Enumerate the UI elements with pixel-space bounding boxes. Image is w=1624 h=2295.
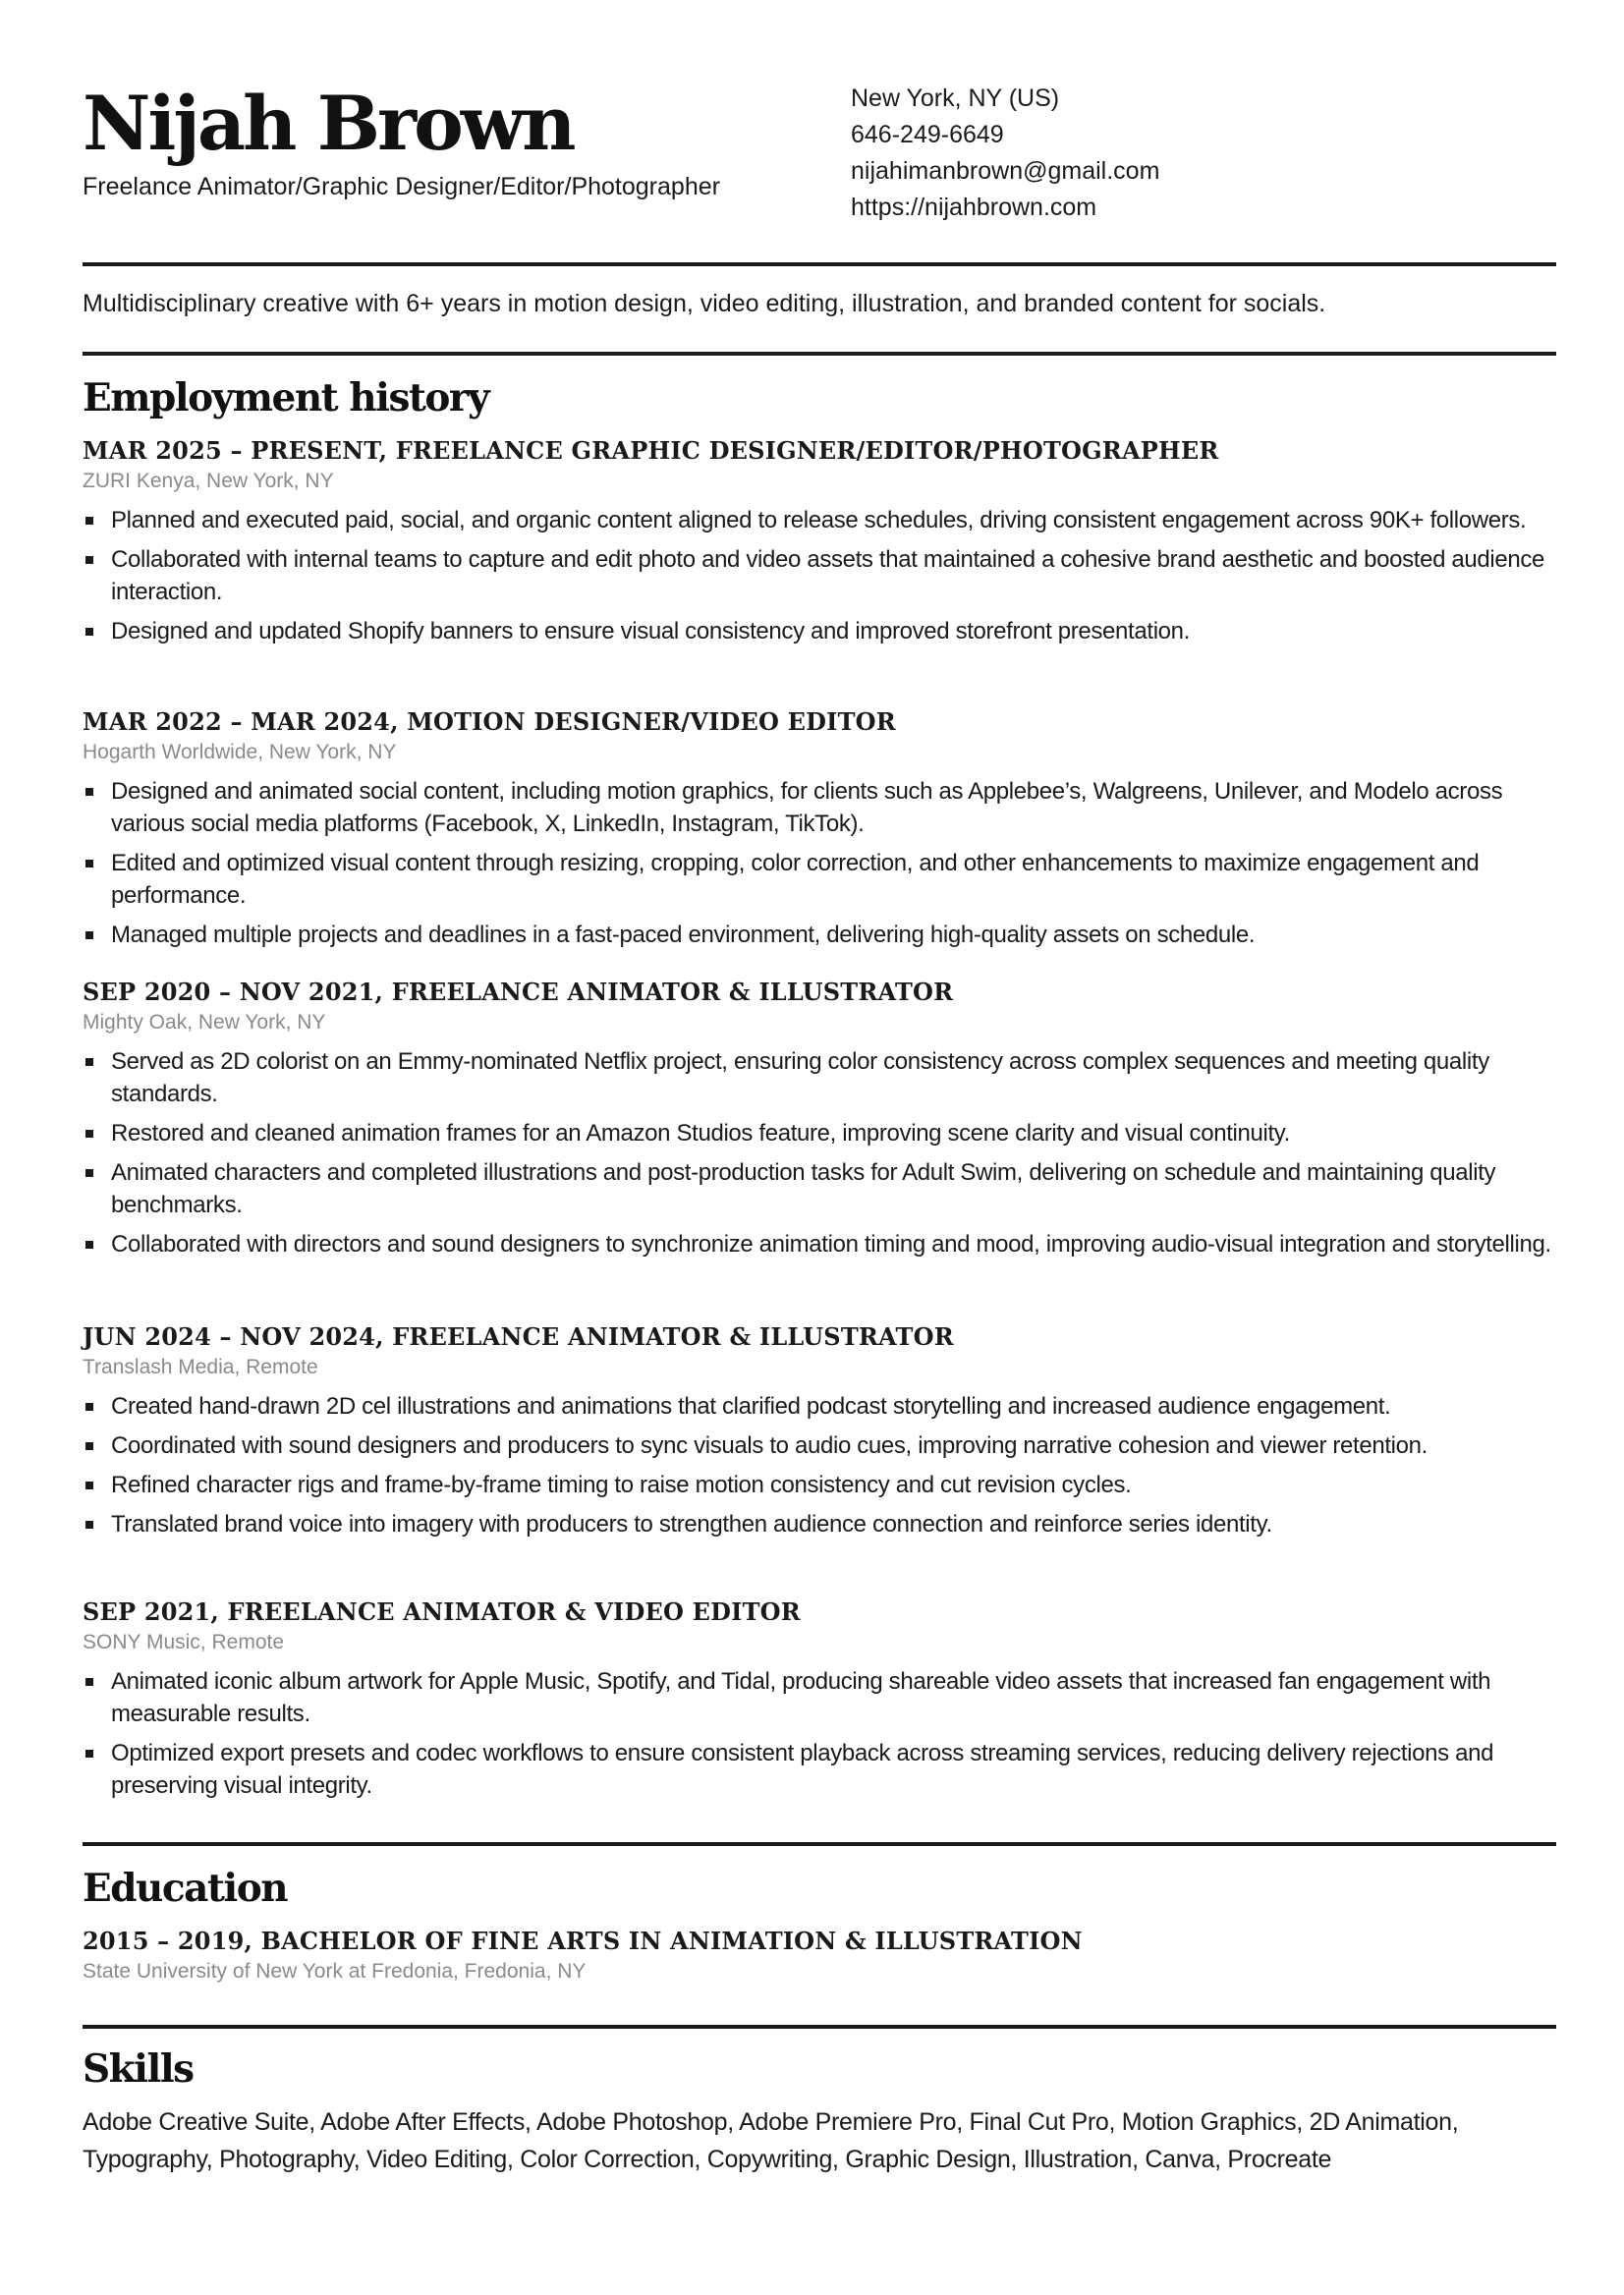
contact-phone: 646-249-6649 — [851, 121, 1004, 148]
job-bullet-text: Collaborated with directors and sound designers to synchronize animation timing and mood, improving audio-visual integration and storytelling. — [111, 1231, 1551, 1258]
job-bullets — [83, 775, 1556, 951]
divider — [83, 2025, 1556, 2029]
job-title: JUN 2024 – NOV 2024, FREELANCE ANIMATOR & ILLUSTRATOR — [83, 1322, 954, 1351]
job-bullet — [83, 504, 1555, 536]
job-bullet — [83, 1045, 1555, 1110]
education-entry — [83, 1926, 1556, 1994]
contact-website: https://nijahbrown.com — [851, 194, 1097, 221]
job-title: SEP 2020 – NOV 2021, FREELANCE ANIMATOR & ILLUSTRATOR — [83, 978, 954, 1006]
job-title: MAR 2022 – MAR 2024, MOTION DESIGNER/VIDEO EDITOR — [83, 707, 896, 736]
job-bullet-text: Animated characters and completed illustrations and post-production tasks for Adult Swim, delivering on schedule and maintaining quality benchmarks. — [111, 1159, 1496, 1218]
summary-text: Multidisciplinary creative with 6+ years in motion design, video editing, illustration, and branded content for socials. — [83, 290, 1326, 317]
job-bullet-text: Optimized export presets and codec workflows to ensure consistent playback across streaming services, reducing delivery rejections and preserving visual integrity. — [111, 1740, 1494, 1799]
job-bullets — [83, 1665, 1556, 1802]
bullet-square-icon — [85, 1678, 93, 1686]
job-bullet-text: Collaborated with internal teams to capture and edit photo and video assets that maintained a cohesive brand aesthetic and boosted audience interaction. — [111, 546, 1545, 605]
job-bullet — [83, 919, 1555, 951]
job-bullet-text: Designed and animated social content, including motion graphics, for clients such as Applebee’s, Walgreens, Unilever, and Modelo across various social media platforms (Facebook, X, LinkedIn, Instagram, TikTok). — [111, 778, 1503, 837]
job-bullet — [83, 775, 1555, 840]
job-bullet — [83, 1665, 1555, 1730]
job-entry — [83, 1596, 1556, 1809]
school-name: State University of New York at Fredonia, Fredonia, NY — [83, 1960, 587, 1983]
job-bullet — [83, 1508, 1555, 1540]
job-title: SEP 2021, FREELANCE ANIMATOR & VIDEO EDITOR — [83, 1597, 801, 1626]
bullet-square-icon — [85, 931, 93, 939]
job-bullet-text: Refined character rigs and frame-by-frame timing to raise motion consistency and cut revision cycles. — [111, 1472, 1132, 1498]
skills-list: Adobe Creative Suite, Adobe After Effects, Adobe Photoshop, Adobe Premiere Pro, Final Cut Pro, Motion Graphics, 2D Animation, Typography, Photography, Video Editing, Color Correction, Copywriting, Graphic Design, Illustration, Canva, Procreate — [83, 2108, 1459, 2173]
job-bullet-text: Restored and cleaned animation frames for an Amazon Studios feature, improving scene clarity and visual continuity. — [111, 1120, 1290, 1147]
skills-heading: Skills — [83, 2046, 194, 2092]
job-bullet-text: Animated iconic album artwork for Apple Music, Spotify, and Tidal, producing shareable video assets that increased fan engagement with measurable results. — [111, 1668, 1491, 1727]
job-bullet-text: Edited and optimized visual content through resizing, cropping, color correction, and other enhancements to maximize engagement and performance. — [111, 850, 1480, 909]
resume-header — [83, 77, 1556, 234]
job-entry — [83, 706, 1556, 958]
degree-title: 2015 – 2019, BACHELOR OF FINE ARTS IN ANIMATION & ILLUSTRATION — [83, 1927, 1083, 1955]
job-bullets — [83, 1390, 1556, 1540]
job-bullet-text: Translated brand voice into imagery with producers to strengthen audience connection and reinforce series identity. — [111, 1511, 1272, 1538]
job-bullet — [83, 1228, 1555, 1260]
bullet-square-icon — [85, 1130, 93, 1138]
bullet-square-icon — [85, 628, 93, 636]
bullet-square-icon — [85, 1403, 93, 1411]
job-bullet-text: Managed multiple projects and deadlines in a fast-paced environment, delivering high-quality assets on schedule. — [111, 922, 1256, 948]
bullet-square-icon — [85, 860, 93, 868]
bullet-square-icon — [85, 1169, 93, 1177]
job-entry — [83, 1321, 1556, 1547]
bullet-square-icon — [85, 1482, 93, 1489]
bullet-square-icon — [85, 556, 93, 564]
job-bullet-text: Designed and updated Shopify banners to ensure visual consistency and improved storefront presentation. — [111, 618, 1190, 644]
job-bullet — [83, 1390, 1555, 1423]
bullet-square-icon — [85, 788, 93, 796]
contact-location: New York, NY (US) — [851, 84, 1060, 112]
job-organization: ZURI Kenya, New York, NY — [83, 470, 334, 492]
job-bullet — [83, 1117, 1555, 1149]
job-bullet-text: Created hand-drawn 2D cel illustrations and animations that clarified podcast storytelling and increased audience engagement. — [111, 1393, 1391, 1420]
job-bullet — [83, 1737, 1555, 1802]
job-organization: Translash Media, Remote — [83, 1356, 318, 1378]
job-bullet — [83, 847, 1555, 912]
candidate-subtitle: Freelance Animator/Graphic Designer/Editor/Photographer — [83, 173, 720, 200]
contact-email: nijahimanbrown@gmail.com — [851, 157, 1160, 185]
education-heading: Education — [83, 1866, 288, 1911]
candidate-name: Nijah Brown — [83, 80, 574, 167]
contact-block — [851, 81, 1159, 226]
job-entry — [83, 977, 1556, 1267]
job-organization: Hogarth Worldwide, New York, NY — [83, 741, 397, 763]
bullet-square-icon — [85, 1521, 93, 1529]
job-organization: Mighty Oak, New York, NY — [83, 1011, 326, 1034]
job-bullet — [83, 1156, 1555, 1221]
job-bullet — [83, 543, 1555, 608]
job-bullet — [83, 1429, 1555, 1462]
job-bullet-text: Served as 2D colorist on an Emmy-nominated Netflix project, ensuring color consistency across complex sequences and meeting quality standards. — [111, 1048, 1489, 1107]
job-organization: SONY Music, Remote — [83, 1631, 285, 1653]
bullet-square-icon — [85, 1750, 93, 1758]
bullet-square-icon — [85, 1058, 93, 1066]
bullet-square-icon — [85, 1442, 93, 1450]
job-bullets — [83, 504, 1556, 647]
bullet-square-icon — [85, 517, 93, 525]
divider — [83, 1842, 1556, 1846]
job-entry — [83, 435, 1556, 654]
job-title: MAR 2025 – PRESENT, FREELANCE GRAPHIC DESIGNER/EDITOR/PHOTOGRAPHER — [83, 436, 1219, 465]
job-bullets — [83, 1045, 1556, 1260]
job-bullet-text: Planned and executed paid, social, and organic content aligned to release schedules, driving consistent engagement across 90K+ followers. — [111, 507, 1527, 533]
job-bullet-text: Coordinated with sound designers and producers to sync visuals to audio cues, improving narrative cohesion and viewer retention. — [111, 1432, 1428, 1459]
employment-heading: Employment history — [83, 375, 489, 420]
divider — [83, 262, 1556, 266]
job-bullet — [83, 1469, 1555, 1501]
job-bullet — [83, 615, 1555, 647]
divider — [83, 352, 1556, 356]
bullet-square-icon — [85, 1241, 93, 1249]
